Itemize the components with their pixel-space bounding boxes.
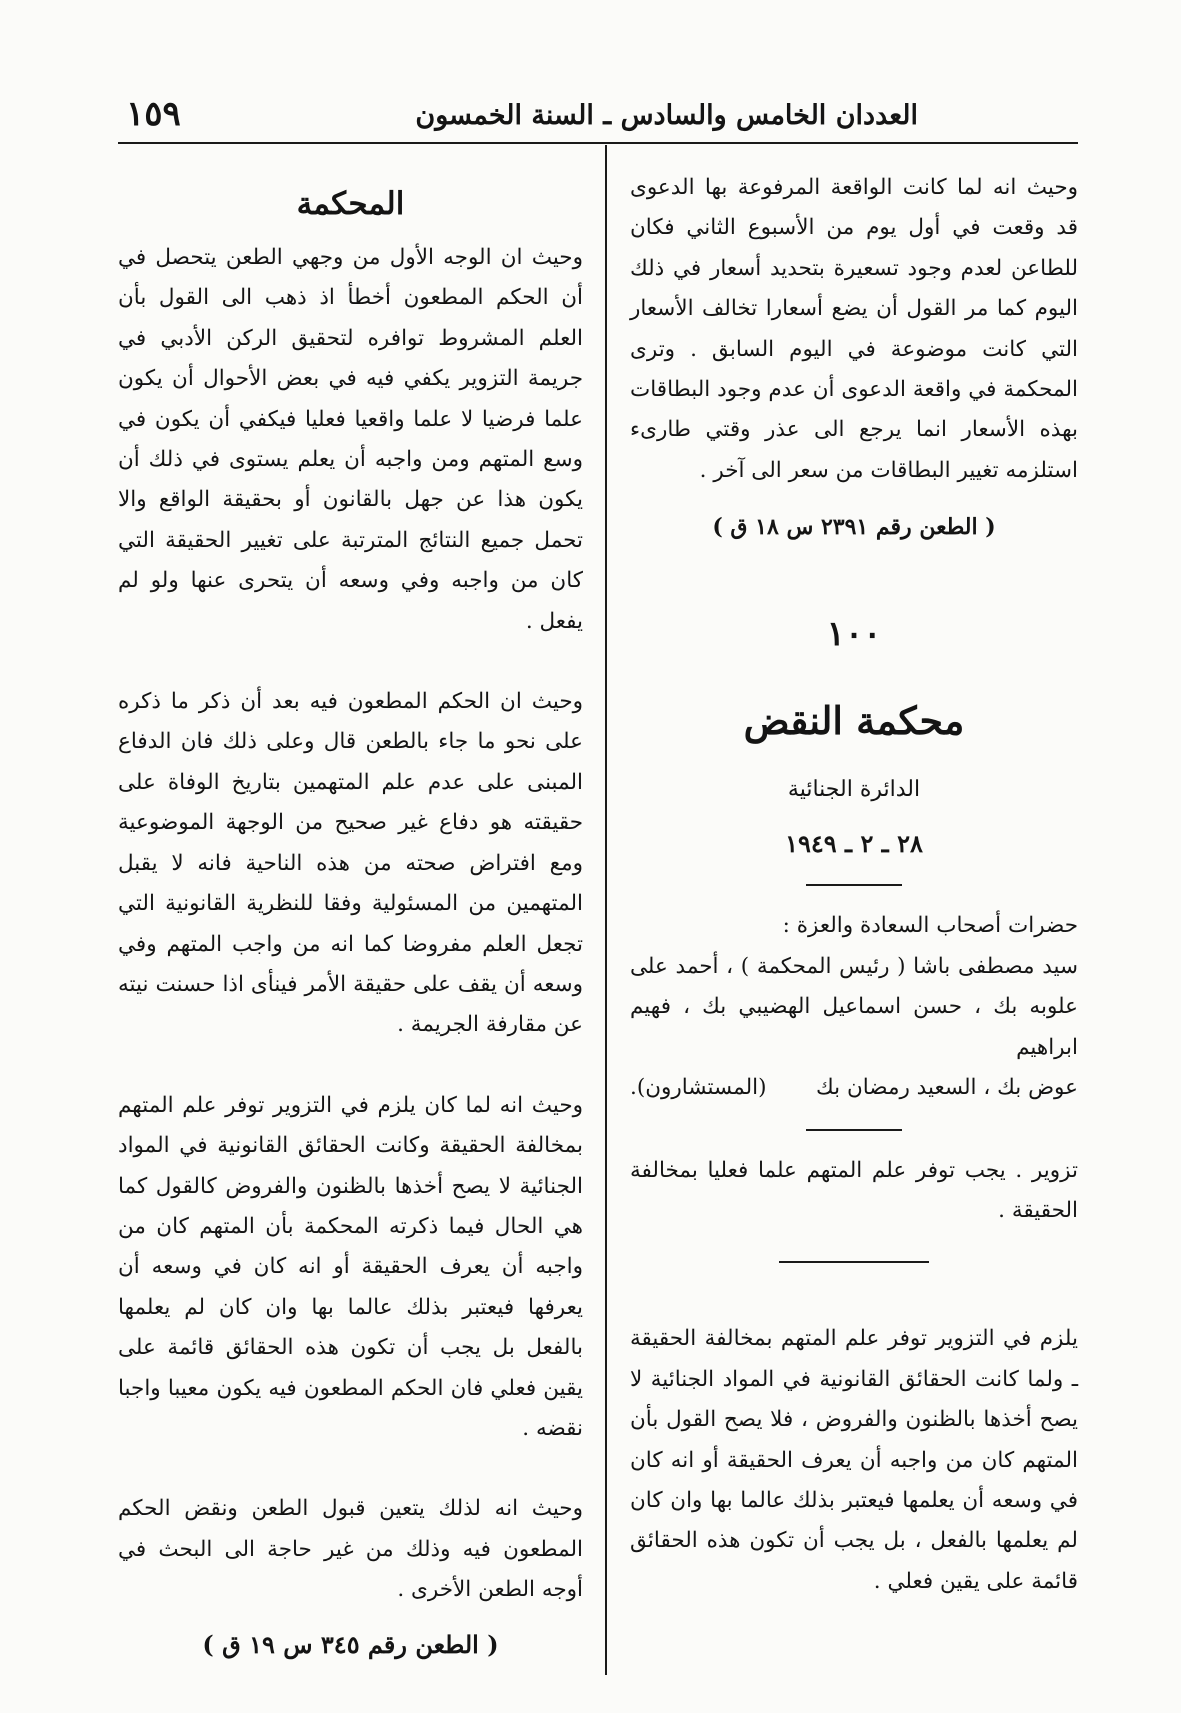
- paragraph: وحيث ان الوجه الأول من وجهي الطعن يتحصل في أن الحكم المطعون أخطأ اذ ذهب الى القول بأن العلم المشروط توافره لتحقيق الركن الأدبي في جريمة التزوير يكفي فيه في بعض الأحوال أن يكون علما فرضيا لا علما واقعيا فعليا فيكفي أن يكون في وسع المتهم ومن واجبه أن يعلم يستوى في ذلك أن يكون هذا عن جهل بالقانون أو بحقيقة الواقع والا تحمل جميع النتائج المترتبة على تغيير الحقيقة التي كان من واجبه وفي وسعه أن يتحرى عنها ولو لم يفعل .: [118, 245, 583, 634]
- divider: [806, 1129, 902, 1131]
- bench-last-line: [630, 1068, 1078, 1108]
- bench-intro: حضرات أصحاب السعادة والعزة :: [782, 913, 1078, 939]
- running-head: العددان الخامس والسادس ـ السنة الخمسون: [415, 100, 918, 131]
- headnote: تزوير . يجب توفر علم المتهم علما فعليا بمخالفة الحقيقة .: [630, 1157, 1078, 1223]
- bench-names: سيد مصطفى باشا ( رئيس المحكمة ) ، أحمد على علوبه بك ، حسن اسماعيل الهضيبي بك ، فهيم ابراهيم: [630, 953, 1078, 1060]
- paragraph: وحيث انه لذلك يتعين قبول الطعن ونقض الحكم المطعون فيه وذلك من غير حاجة الى البحث في أوجه الطعن الأخرى .: [118, 1496, 583, 1603]
- judgment-date: ٢٨ ـ ٢ ـ ١٩٤٩: [785, 829, 923, 859]
- right-column: [630, 168, 1078, 1602]
- court-name: محكمة النقض: [743, 697, 965, 743]
- divider: [779, 1261, 929, 1263]
- paragraph: وحيث ان الحكم المطعون فيه بعد أن ذكر ما ذكره على نحو ما جاء بالطعن قال وعلى ذلك فان الدفاع المبنى على عدم علم المتهمين بتاريخ الوفاة على حقيقته هو دفاع غير صحيح من الوجهة الموضوعية ومع افتراض صحته من هذه الناحية فانه لا يقبل المتهمين من المسئولية وفقا للنظرية القانونية التي تجعل العلم مفروضا كما انه من واجب المتهم وفي وسعه أن يقف على حقيقة الأمر فينأى اذا حسنت نيته عن مقارفة الجريمة .: [118, 689, 583, 1038]
- paragraph: وحيث انه لما كان يلزم في التزوير توفر علم المتهم بمخالفة الحقيقة وكانت الحقائق القانونية في المواد الجنائية لا يصح أخذها بالظنون والفروض كالقول كما هي الحال فيما ذكرته المحكمة بأن المتهم كان من واجبه أن يعرف الحقيقة أو انه كان في وسعه أن يعرفها فيعتبر بذلك عالما بها وان كان لم يعلمها بالفعل بل يجب أن تكون هذه الحقائق قائمة على يقين فعلي فان الحكم المطعون فيه يكون معيبا واجبا نقضه .: [118, 1092, 583, 1441]
- bench-last-names: عوض بك ، السعيد رمضان بك: [816, 1075, 1078, 1101]
- page-header: [118, 88, 1078, 144]
- legal-principle: يلزم في التزوير توفر علم المتهم بمخالفة الحقيقة ـ ولما كانت الحقائق القانونية في المواد الجنائية لا يصح أخذها بالظنون والفروض ، فلا يصح القول بأن المتهم كان من واجبه أن يعرف الحقيقة أو انه كان في وسعه أن يعلمها فيعتبر بذلك عالما بها وان كان لم يعلمها بالفعل ، بل يجب أن تكون هذه الحقائق قائمة على يقين فعلي .: [630, 1326, 1078, 1594]
- section-heading: المحكمة: [296, 186, 405, 222]
- column-divider: [605, 145, 607, 1675]
- case-number: ١٠٠: [826, 613, 882, 654]
- court-circuit: الدائرة الجنائية: [787, 776, 921, 802]
- paragraph: وحيث انه لما كانت الواقعة المرفوعة بها الدعوى قد وقعت في أول يوم من الأسبوع الثاني فكان للطاعن لعدم وجود تسعيرة بتحديد أسعار في ذلك اليوم كما مر القول أن يضع أسعارا تخالف الأسعار التي كانت موضوعة في اليوم السابق . وترى المحكمة في واقعة الدعوى أن عدم وجود البطاقات بهذه الأسعار انما يرجع الى عذر وقتي طارىء استلزمه تغيير البطاقات من سعر الى آخر .: [630, 175, 1078, 483]
- case-citation: ( الطعن رقم ٣٤٥ س ١٩ ق ): [202, 1629, 499, 1659]
- left-column: [118, 182, 583, 1665]
- case-citation: ( الطعن رقم ٢٣٩١ س ١٨ ق ): [712, 514, 996, 541]
- divider: [806, 884, 902, 886]
- bench-role: (المستشارون).: [630, 1075, 767, 1101]
- page-number: ١٥٩: [126, 94, 181, 134]
